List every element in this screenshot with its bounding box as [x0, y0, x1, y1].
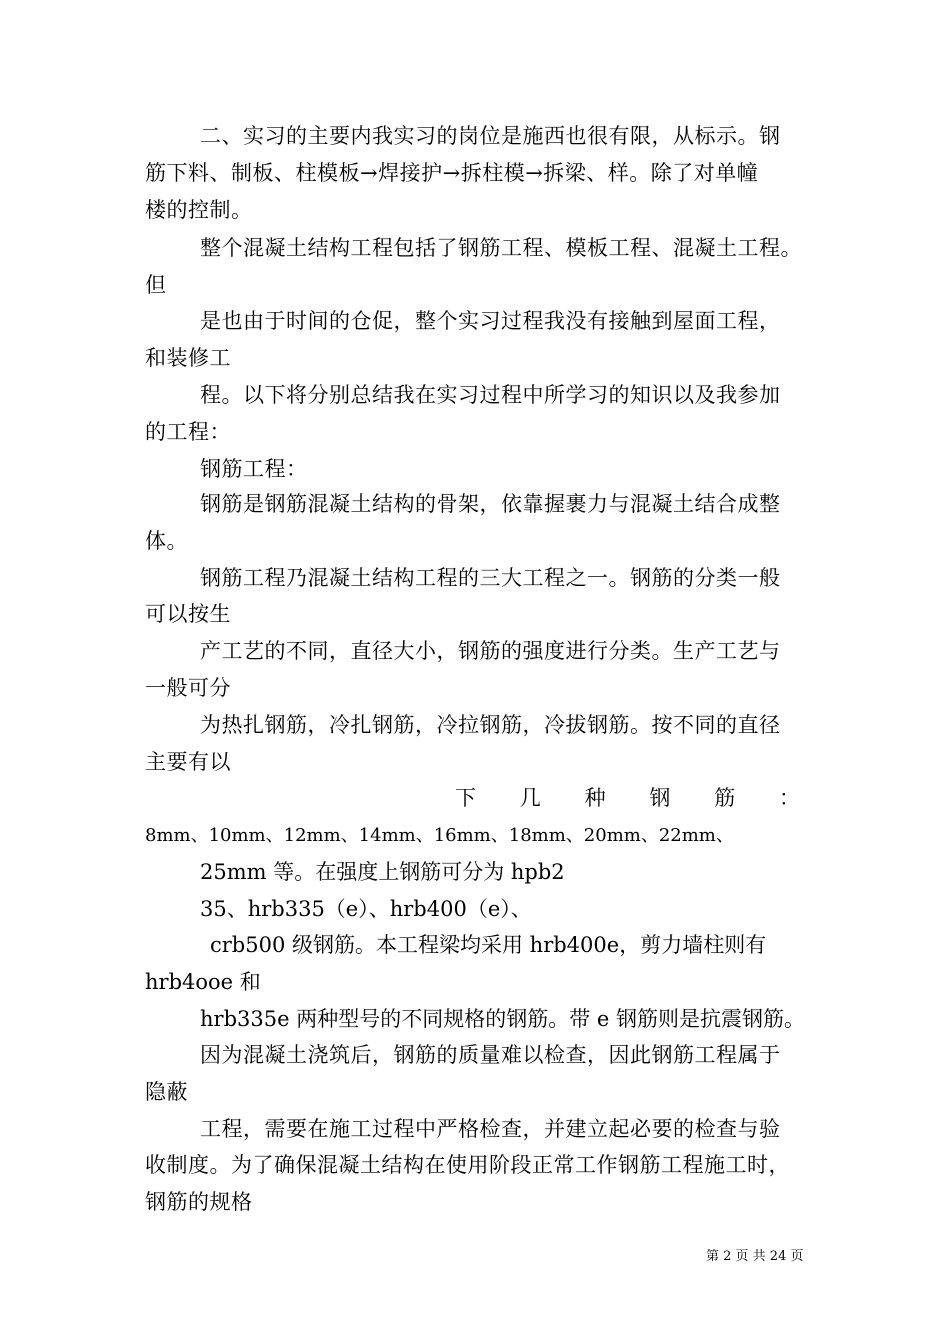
- text-line: 收制度。为了确保混凝土结构在使用阶段正常工作钢筋工程施工时，: [145, 1153, 790, 1177]
- text-line: 主要有以: [145, 750, 231, 774]
- text-line: 8mm、10mm、12mm、14mm、16mm、18mm、20mm、22mm、: [145, 825, 734, 846]
- spaced-char: 下: [455, 786, 476, 810]
- text-line: crb500 级钢筋。本工程梁均采用 hrb400e，剪力墙柱则有: [210, 933, 767, 957]
- text-line: 的工程：: [145, 420, 231, 444]
- spaced-char: 种: [584, 786, 606, 810]
- text-line: 二、实习的主要内我实习的岗位是施西也很有限，从标示。钢: [200, 124, 781, 148]
- spaced-char: 钢: [649, 786, 671, 810]
- spaced-char: ：: [778, 786, 800, 810]
- text-line: 为热扎钢筋，冷扎钢筋，冷拉钢筋，冷拔钢筋。按不同的直径: [200, 713, 781, 737]
- text-line: 楼的控制。: [145, 198, 253, 222]
- text-line: 25mm 等。在强度上钢筋可分为 hpb2: [200, 860, 565, 884]
- page-number-footer: 第 2 页 共 24 页: [706, 1249, 804, 1264]
- text-line: 钢筋的规格: [145, 1190, 253, 1214]
- text-line: 产工艺的不同，直径大小，钢筋的强度进行分类。生产工艺与: [200, 639, 781, 663]
- text-line: 和装修工: [145, 346, 231, 370]
- text-line: 体。: [145, 529, 188, 553]
- text-line: 但: [145, 273, 167, 297]
- text-line: 钢筋是钢筋混凝土结构的骨架，依靠握裹力与混凝土结合成整: [200, 492, 781, 516]
- text-line: 因为混凝土浇筑后，钢筋的质量难以检查，因此钢筋工程属于: [200, 1043, 781, 1067]
- text-line: 一般可分: [145, 676, 231, 700]
- text-line: 钢筋工程乃混凝土结构工程的三大工程之一。钢筋的分类一般: [200, 566, 781, 590]
- section-heading: 钢筋工程：: [200, 457, 308, 481]
- text-line: 工程，需要在施工过程中严格检查，并建立起必要的检查与验: [200, 1117, 781, 1141]
- spaced-char: 几: [519, 786, 541, 810]
- text-line: 可以按生: [145, 602, 231, 626]
- spaced-text-line: [455, 784, 800, 812]
- text-line: 35、hrb335（e）、hrb400（e）、: [200, 897, 532, 921]
- text-line: hrb4ooe 和: [145, 970, 261, 994]
- text-line: hrb335e 两种型号的不同规格的钢筋。带 e 钢筋则是抗震钢筋。: [200, 1007, 805, 1031]
- text-line: 程。以下将分别总结我在实习过程中所学习的知识以及我参加: [200, 383, 781, 407]
- text-line: 是也由于时间的仓促，整个实习过程我没有接触到屋面工程，: [200, 309, 781, 333]
- text-line: 整个混凝土结构工程包括了钢筋工程、模板工程、混凝土工程。: [200, 236, 802, 260]
- text-line: 筋下料、制板、柱模板→焊接护→拆柱模→拆梁、样。除了对单幢: [145, 161, 759, 185]
- spaced-char: 筋: [714, 786, 736, 810]
- text-line: 隐蔽: [145, 1080, 188, 1104]
